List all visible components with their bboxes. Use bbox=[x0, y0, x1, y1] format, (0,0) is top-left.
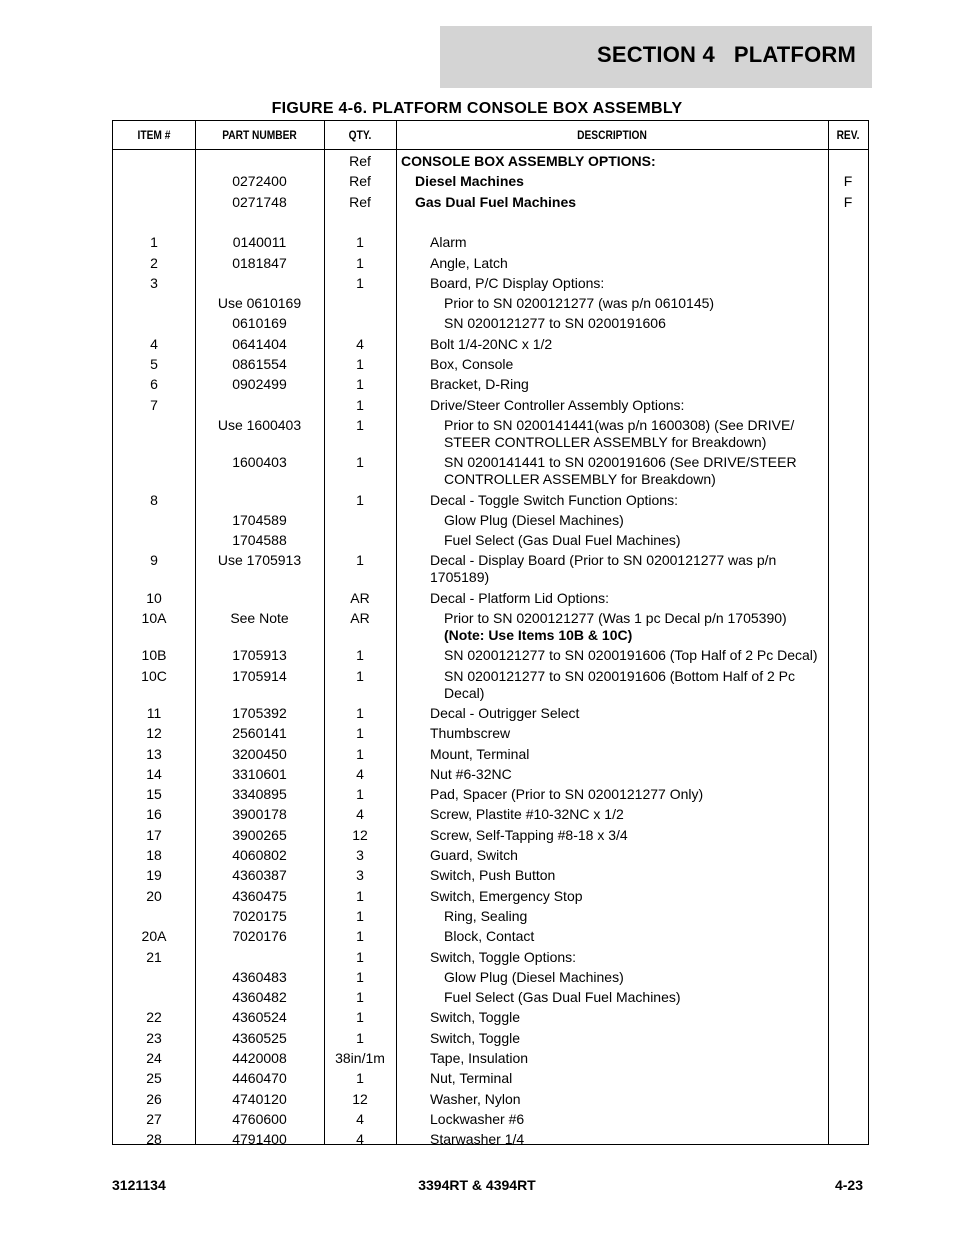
quantity: 1 bbox=[356, 745, 364, 762]
item-number: 20A bbox=[141, 928, 167, 945]
part-number: 3340895 bbox=[232, 786, 287, 803]
description-cell bbox=[430, 492, 823, 509]
description: Switch, Toggle bbox=[430, 1009, 521, 1026]
description-cell bbox=[430, 336, 823, 353]
description-cell bbox=[430, 725, 823, 742]
description: Box, Console bbox=[430, 356, 514, 372]
description-note: (Note: Use Items 10B & 10C) bbox=[444, 627, 633, 643]
description: Prior to SN 0200121277 (was p/n 0610145) bbox=[444, 295, 715, 312]
description-cell bbox=[444, 315, 823, 332]
item-number: 2 bbox=[150, 254, 158, 271]
part-number: Use 1600403 bbox=[217, 416, 302, 433]
item-number: 10 bbox=[146, 589, 162, 606]
header-qty: QTY. bbox=[348, 128, 372, 142]
item-number: 20 bbox=[146, 887, 162, 904]
quantity: Ref bbox=[349, 173, 371, 190]
description-cell bbox=[430, 1131, 823, 1148]
part-number: 0271748 bbox=[232, 193, 287, 210]
part-number: 2560141 bbox=[232, 725, 287, 742]
description: Alarm bbox=[430, 234, 467, 251]
part-number: 7020175 bbox=[232, 907, 287, 924]
column-divider bbox=[396, 121, 397, 1144]
item-number: 9 bbox=[150, 552, 158, 569]
description-cell bbox=[430, 766, 823, 783]
part-number: 4360524 bbox=[232, 1009, 287, 1026]
quantity: 1 bbox=[356, 491, 364, 508]
item-number: 10A bbox=[141, 610, 167, 626]
description: Switch, Emergency Stop bbox=[430, 887, 583, 904]
description-cell bbox=[430, 705, 823, 722]
description-cell bbox=[444, 454, 823, 488]
description-cell bbox=[415, 173, 823, 190]
part-number: 4360482 bbox=[232, 989, 287, 1006]
description: Glow Plug (Diesel Machines) bbox=[444, 511, 624, 528]
description-cell bbox=[430, 847, 823, 864]
description-cell bbox=[444, 668, 823, 702]
part-number: 1705392 bbox=[232, 704, 287, 721]
quantity: 1 bbox=[356, 396, 364, 413]
part-number: 4360525 bbox=[232, 1029, 287, 1046]
description: Fuel Select (Gas Dual Fuel Machines) bbox=[444, 989, 681, 1006]
quantity: 4 bbox=[356, 765, 364, 782]
description: Guard, Switch bbox=[430, 847, 518, 863]
quantity: 1 bbox=[356, 274, 364, 291]
item-number: 15 bbox=[146, 786, 162, 803]
quantity: 1 bbox=[356, 376, 364, 393]
description: Drive/Steer Controller Assembly Options: bbox=[430, 396, 685, 413]
description: Angle, Latch bbox=[430, 254, 508, 271]
figure-title: FIGURE 4-6. PLATFORM CONSOLE BOX ASSEMBLY bbox=[271, 100, 683, 117]
description: Prior to SN 0200141441(was p/n 1600308) (See DRIVE/ STEER CONTROLLER ASSEMBLY for Breakdown) bbox=[444, 416, 795, 450]
part-number: 1705913 bbox=[232, 647, 287, 664]
quantity: 1 bbox=[356, 1009, 364, 1026]
part-number: See Note bbox=[230, 610, 289, 626]
part-number: 0272400 bbox=[232, 173, 287, 190]
description-cell bbox=[430, 827, 823, 844]
item-number: 1 bbox=[150, 234, 158, 251]
part-number: 4360483 bbox=[232, 968, 287, 985]
description-cell bbox=[430, 255, 823, 272]
description: Decal - Platform Lid Options: bbox=[430, 589, 609, 606]
description-cell bbox=[444, 647, 823, 664]
item-number: 19 bbox=[146, 867, 162, 884]
description-cell bbox=[430, 1091, 823, 1108]
description: Board, P/C Display Options: bbox=[430, 274, 605, 291]
part-number: 1600403 bbox=[232, 454, 287, 471]
part-number: 0902499 bbox=[232, 376, 287, 393]
description-cell bbox=[444, 532, 823, 549]
description: Decal - Toggle Switch Function Options: bbox=[430, 491, 678, 508]
description: Screw, Self-Tapping #8-18 x 3/4 bbox=[430, 826, 628, 843]
description-cell bbox=[430, 356, 823, 373]
description: Nut #6-32NC bbox=[430, 765, 512, 782]
item-number: 24 bbox=[146, 1050, 162, 1066]
description: Mount, Terminal bbox=[430, 745, 530, 762]
part-number: 4360475 bbox=[232, 887, 287, 904]
description: Block, Contact bbox=[444, 928, 535, 945]
section-banner bbox=[440, 26, 872, 88]
quantity: 1 bbox=[356, 667, 364, 684]
quantity: 1 bbox=[356, 454, 364, 471]
quantity: 1 bbox=[356, 1070, 364, 1087]
part-number: 1704589 bbox=[232, 511, 287, 528]
description-cell bbox=[430, 867, 823, 884]
description: SN 0200121277 to SN 0200191606 (Top Half of 2 Pc Decal) bbox=[444, 647, 818, 664]
part-number: 0140011 bbox=[232, 234, 287, 251]
quantity: 1 bbox=[356, 254, 364, 271]
quantity: 1 bbox=[356, 948, 364, 965]
quantity: 1 bbox=[356, 704, 364, 721]
description: Decal - Display Board (Prior to SN 0200121277 was p/n 1705189) bbox=[430, 552, 777, 586]
description: Switch, Toggle Options: bbox=[430, 948, 577, 965]
item-number: 17 bbox=[146, 826, 162, 843]
quantity: 1 bbox=[356, 968, 364, 985]
description-cell bbox=[430, 275, 823, 292]
description-cell bbox=[430, 888, 823, 905]
description-cell bbox=[430, 1111, 823, 1128]
part-number: 4460470 bbox=[232, 1070, 287, 1087]
description-cell bbox=[415, 194, 823, 211]
quantity: 1 bbox=[356, 928, 364, 945]
quantity: 12 bbox=[352, 826, 368, 843]
description-cell bbox=[430, 234, 823, 251]
item-number: 8 bbox=[150, 491, 158, 508]
part-number: 4360387 bbox=[232, 867, 287, 884]
quantity: 3 bbox=[356, 847, 364, 863]
description: Lockwasher #6 bbox=[430, 1110, 525, 1127]
part-number: 7020176 bbox=[232, 928, 287, 945]
description: Screw, Plastite #10-32NC x 1/2 bbox=[430, 806, 624, 823]
item-number: 28 bbox=[146, 1131, 162, 1148]
part-number: 0641404 bbox=[232, 335, 287, 352]
description-cell bbox=[401, 153, 823, 170]
part-number: 4760600 bbox=[232, 1110, 287, 1127]
description-cell bbox=[430, 949, 823, 966]
header-description: DESCRIPTION bbox=[577, 128, 647, 142]
footer-page-number: 4-23 bbox=[834, 1177, 863, 1193]
quantity: 38in/1m bbox=[335, 1050, 385, 1066]
item-number: 14 bbox=[146, 765, 162, 782]
revision: F bbox=[843, 173, 853, 190]
description: SN 0200121277 to SN 0200191606 bbox=[444, 315, 666, 332]
quantity: 1 bbox=[356, 786, 364, 803]
part-number: 0610169 bbox=[232, 315, 287, 332]
description-cell bbox=[430, 397, 823, 414]
quantity: 1 bbox=[356, 552, 364, 569]
part-number: 1704588 bbox=[232, 532, 287, 549]
parts-table bbox=[112, 120, 869, 1148]
description: Bolt 1/4-20NC x 1/2 bbox=[430, 335, 553, 352]
item-number: 10B bbox=[141, 647, 167, 664]
item-number: 25 bbox=[146, 1070, 162, 1087]
description-cell bbox=[444, 417, 823, 451]
description-cell bbox=[444, 928, 823, 945]
description-cell bbox=[430, 806, 823, 823]
quantity: 4 bbox=[356, 1131, 364, 1148]
description: SN 0200121277 to SN 0200191606 (Bottom Half of 2 Pc Decal) bbox=[444, 667, 796, 701]
item-number: 7 bbox=[150, 396, 158, 413]
part-number: 4791400 bbox=[232, 1131, 287, 1148]
item-number: 11 bbox=[146, 704, 162, 721]
quantity: 1 bbox=[356, 416, 364, 433]
description: Washer, Nylon bbox=[430, 1090, 521, 1107]
item-number: 27 bbox=[146, 1110, 162, 1127]
description-cell bbox=[444, 512, 823, 529]
description-cell bbox=[430, 1009, 823, 1026]
description: Pad, Spacer (Prior to SN 0200121277 Only) bbox=[430, 786, 704, 803]
table-header-row bbox=[113, 121, 868, 150]
description: Prior to SN 0200121277 (Was 1 pc Decal p/n 1705390) bbox=[444, 610, 787, 626]
footer-model: 3394RT & 4394RT bbox=[418, 1177, 536, 1193]
description-cell bbox=[430, 1070, 823, 1087]
part-number: 3310601 bbox=[232, 765, 287, 782]
quantity: Ref bbox=[349, 193, 371, 210]
section-title: SECTION 4 PLATFORM bbox=[596, 42, 856, 67]
description-cell bbox=[444, 295, 823, 312]
description-cell bbox=[444, 908, 823, 925]
quantity: 1 bbox=[356, 907, 364, 924]
quantity: 4 bbox=[356, 1110, 364, 1127]
description-cell bbox=[444, 989, 823, 1006]
quantity: 4 bbox=[356, 335, 364, 352]
item-number: 18 bbox=[146, 847, 162, 863]
item-number: 22 bbox=[146, 1009, 162, 1026]
part-number: 0861554 bbox=[232, 356, 287, 372]
description: Ring, Sealing bbox=[444, 907, 528, 924]
item-number: 23 bbox=[146, 1029, 162, 1046]
quantity: 1 bbox=[356, 1029, 364, 1046]
description-cell bbox=[430, 1050, 823, 1067]
item-number: 4 bbox=[150, 335, 158, 352]
description: Fuel Select (Gas Dual Fuel Machines) bbox=[444, 532, 681, 549]
description-cell bbox=[444, 969, 823, 986]
quantity: 1 bbox=[356, 887, 364, 904]
description: Thumbscrew bbox=[430, 725, 511, 742]
item-number: 21 bbox=[146, 948, 162, 965]
description: Glow Plug (Diesel Machines) bbox=[444, 968, 624, 985]
part-number: 3900265 bbox=[232, 826, 287, 843]
part-number: 4060802 bbox=[232, 847, 287, 863]
quantity: 1 bbox=[356, 725, 364, 742]
description: Gas Dual Fuel Machines bbox=[415, 193, 577, 210]
quantity: 1 bbox=[356, 234, 364, 251]
item-number: 13 bbox=[146, 745, 162, 762]
item-number: 3 bbox=[150, 274, 158, 291]
quantity: 1 bbox=[356, 356, 364, 372]
description-cell bbox=[430, 1030, 823, 1047]
description: Diesel Machines bbox=[415, 173, 524, 190]
part-number: Use 0610169 bbox=[217, 295, 302, 312]
part-number: 3900178 bbox=[232, 806, 287, 823]
quantity: 12 bbox=[352, 1090, 368, 1107]
header-rev: REV. bbox=[836, 128, 860, 142]
column-divider bbox=[828, 121, 829, 1144]
description: Starwasher 1/4 bbox=[430, 1131, 525, 1148]
quantity: AR bbox=[350, 610, 370, 626]
footer-doc-number: 3121134 bbox=[112, 1177, 166, 1193]
description: Switch, Toggle bbox=[430, 1029, 521, 1046]
quantity: Ref bbox=[349, 153, 371, 169]
description: SN 0200141441 to SN 0200191606 (See DRIVE/STEER CONTROLLER ASSEMBLY for Breakdown) bbox=[444, 454, 797, 488]
description: Decal - Outrigger Select bbox=[430, 704, 580, 721]
item-number: 16 bbox=[146, 806, 162, 823]
part-number: 4420008 bbox=[232, 1050, 287, 1066]
description: Bracket, D-Ring bbox=[430, 376, 529, 393]
header-item: ITEM # bbox=[137, 128, 171, 142]
description-cell bbox=[444, 610, 823, 644]
quantity: 1 bbox=[356, 647, 364, 664]
description-cell bbox=[430, 376, 823, 393]
item-number: 10C bbox=[141, 667, 167, 684]
quantity: 1 bbox=[356, 989, 364, 1006]
part-number: 4740120 bbox=[232, 1090, 287, 1107]
quantity: AR bbox=[350, 589, 370, 606]
item-number: 12 bbox=[146, 725, 162, 742]
item-number: 6 bbox=[150, 376, 158, 393]
description: Tape, Insulation bbox=[430, 1050, 529, 1066]
header-part-number: PART NUMBER bbox=[222, 128, 297, 142]
quantity: 4 bbox=[356, 806, 364, 823]
description: Switch, Push Button bbox=[430, 867, 556, 884]
description-cell bbox=[430, 746, 823, 763]
description-cell bbox=[430, 786, 823, 803]
description: CONSOLE BOX ASSEMBLY OPTIONS: bbox=[401, 153, 656, 169]
part-number: 1705914 bbox=[232, 667, 287, 684]
part-number: 3200450 bbox=[232, 745, 287, 762]
revision: F bbox=[843, 193, 853, 210]
quantity: 3 bbox=[356, 867, 364, 884]
description-cell bbox=[430, 590, 823, 607]
description: Nut, Terminal bbox=[430, 1070, 513, 1087]
item-number: 5 bbox=[150, 356, 158, 372]
part-number: 0181847 bbox=[232, 254, 287, 271]
description-cell bbox=[430, 552, 823, 586]
part-number: Use 1705913 bbox=[217, 552, 302, 569]
item-number: 26 bbox=[146, 1090, 162, 1107]
